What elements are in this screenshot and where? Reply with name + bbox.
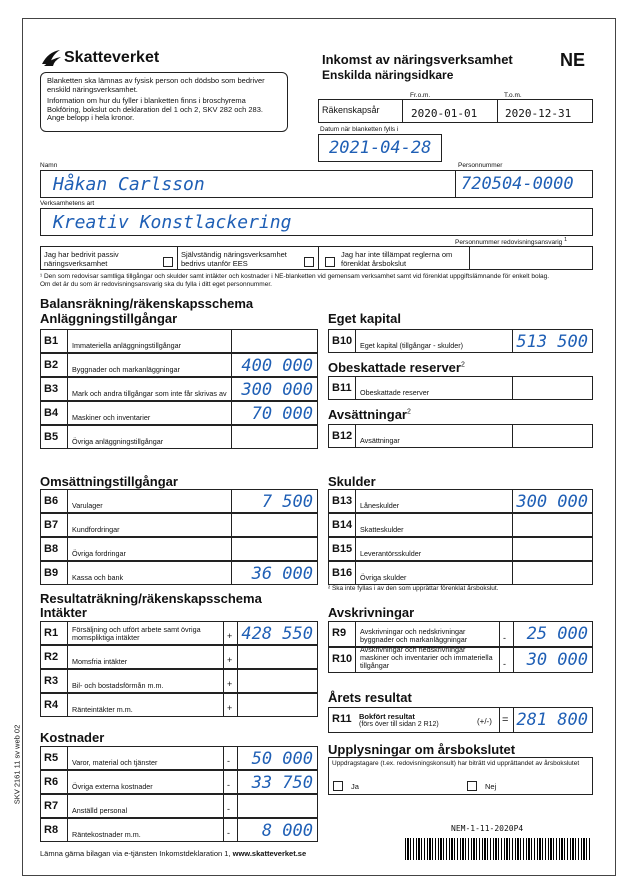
- line-code: B12: [332, 430, 353, 442]
- line-sign: -: [503, 659, 506, 669]
- line-value[interactable]: 7 500: [261, 492, 313, 512]
- line-sign: +: [227, 703, 233, 713]
- line-desc: Anställd personal: [72, 806, 128, 815]
- line-value[interactable]: 428 550: [241, 624, 313, 644]
- line-sign: +: [227, 631, 233, 641]
- line-b12: [328, 424, 593, 448]
- line-sign: -: [227, 756, 230, 766]
- passive-checkbox[interactable]: [163, 257, 173, 267]
- balance-title: Balansräkning/räkenskapsschema: [40, 296, 254, 311]
- line-value[interactable]: 513 500: [516, 332, 588, 352]
- result-value[interactable]: 281 800: [516, 710, 588, 730]
- depr-title: Avskrivningar: [328, 605, 415, 620]
- footer-url[interactable]: www.skatteverket.se: [232, 849, 307, 858]
- line-b7: [40, 513, 318, 537]
- line-desc: Byggnader och markanläggningar: [72, 365, 180, 374]
- provisions-title-text: Avsättningar: [328, 407, 407, 422]
- debts-title: Skulder: [328, 474, 376, 489]
- annual-yes-checkbox[interactable]: [333, 781, 343, 791]
- simplified-checkbox[interactable]: [325, 257, 335, 267]
- line-r6: [40, 770, 318, 794]
- from-label: Fr.o.m.: [410, 92, 431, 99]
- line-desc: Kassa och bank: [72, 573, 124, 582]
- line-code: B5: [44, 431, 59, 443]
- annual-title: Upplysningar om årsbokslutet: [328, 742, 516, 757]
- line-code: B10: [332, 335, 353, 347]
- provisions-sup: 2: [406, 408, 411, 416]
- provisions-title: [328, 407, 411, 422]
- annual-question: Uppdragstagare (t.ex. redovisningskonsult) har biträtt vid upprättandet av årsbokslutet: [332, 760, 580, 767]
- date-filled-label: Datum när blanketten fylls i: [320, 126, 399, 133]
- fiscal-year-label: Räkenskapsår: [322, 105, 380, 115]
- line-sign: +: [227, 679, 233, 689]
- result-title: Årets resultat: [328, 690, 412, 705]
- line-code: B15: [332, 543, 353, 555]
- line-desc: Momsfria intäkter: [72, 657, 128, 666]
- line-desc: Kundfordringar: [72, 525, 120, 534]
- line-b9: [40, 561, 318, 585]
- to-label: T.o.m.: [504, 92, 522, 99]
- line-b16: [328, 561, 593, 585]
- line-desc: Försäljning och utfört arbete samt övriga momspliktiga intäkter: [72, 625, 201, 642]
- line-code: B13: [332, 495, 353, 507]
- line-desc: Avskrivningar och nedskrivningar byggnader och markanläggningar: [360, 627, 468, 644]
- line-code: R4: [44, 699, 59, 711]
- line-code: B9: [44, 567, 59, 579]
- line-code: B1: [44, 335, 59, 347]
- footer-text: [40, 849, 306, 858]
- from-date[interactable]: 2020-01-01: [411, 107, 478, 120]
- line-r1: [40, 621, 318, 645]
- line-value[interactable]: 33 750: [251, 773, 313, 793]
- result-desc: Bokfört resultat: [359, 712, 415, 721]
- line-r3: [40, 669, 318, 693]
- current-assets-title: Omsättningstillgångar: [40, 474, 178, 489]
- line-r7: [40, 794, 318, 818]
- line-code: B7: [44, 519, 59, 531]
- line-value[interactable]: 400 000: [241, 356, 313, 376]
- line-desc: Avskrivningar och nedskrivningar maskiner och inventarier och immateriella tillgångar: [360, 645, 493, 670]
- form-code: NE: [560, 50, 586, 70]
- business-value: Kreativ Konstlackering: [53, 212, 292, 233]
- line-desc: Övriga fordringar: [72, 549, 126, 558]
- line-b6: [40, 489, 318, 513]
- line-sign: +: [227, 655, 233, 665]
- line-value[interactable]: 30 000: [526, 650, 588, 670]
- ees-checkbox[interactable]: [304, 257, 314, 267]
- income-title: Resultaträkning/räkenskapsschema: [40, 591, 262, 606]
- line-code: R10: [332, 653, 353, 665]
- line-value[interactable]: 36 000: [251, 564, 313, 584]
- result-eq: =: [502, 714, 509, 726]
- line-code: R8: [44, 824, 59, 836]
- line-sign: -: [503, 633, 506, 643]
- line-b4: [40, 401, 318, 425]
- revenue-title: Intäkter: [40, 605, 87, 620]
- line-code: B11: [332, 382, 352, 394]
- footnote-1: ¹ Den som redovisar samtliga tillgångar och skulder samt intäkter och kostnader i NE-blanketten vid gemensam verksamhet samt vid förenklat uppgiftslämnande för enkelt bolag. Om det är du som är redovisningsansvarig ska du fylla i ditt eget personnummer.: [40, 273, 550, 288]
- line-sign: -: [227, 804, 230, 814]
- line-b14: [328, 513, 593, 537]
- annual-yes-label: Ja: [351, 782, 359, 791]
- name-label: Namn: [40, 162, 58, 169]
- line-b8: [40, 537, 318, 561]
- line-value[interactable]: 25 000: [526, 624, 588, 644]
- crown-swirl-icon: [40, 46, 62, 68]
- line-b2: [40, 353, 318, 377]
- rep-label-text: Personnummer redovisningsansvarig: [455, 239, 563, 247]
- line-b10: [328, 329, 593, 353]
- line-desc: Ränteintäkter m.m.: [72, 705, 133, 714]
- line-code: R5: [44, 752, 59, 764]
- simplified-label: Jag har inte tillämpat reglerna om förenklat årsbokslut: [341, 250, 453, 268]
- passive-label: Jag har bedrivit passiv näringsverksamhet: [44, 250, 119, 268]
- side-text: SKV 2161 11 sv web 02: [12, 724, 22, 805]
- line-b3: [40, 377, 318, 401]
- line-code: B16: [332, 567, 353, 579]
- line-code: B4: [44, 407, 59, 419]
- line-desc: Bil- och bostadsförmån m.m.: [72, 681, 164, 690]
- line-b1: [40, 329, 318, 353]
- reserves-title-text: Obeskattade reserver: [328, 360, 461, 375]
- line-b13: [328, 489, 593, 513]
- line-r2: [40, 645, 318, 669]
- info-line2: Information om hur du fyller i blanketten finns i broschyrema Bokföring, bokslut och deklaration del 1 och 2, SKV 282 och 283. Ange belopp i hela kronor.: [47, 96, 263, 122]
- line-code: R2: [44, 651, 59, 663]
- line-value[interactable]: 300 000: [516, 492, 588, 512]
- line-desc: Mark och andra tillgångar som inte får skrivas av: [72, 389, 227, 398]
- info-box: [40, 72, 288, 132]
- line-desc: Varor, material och tjänster: [72, 758, 158, 767]
- result-desc2: (förs över till sidan 2 R12): [359, 721, 439, 728]
- line-code: R6: [44, 776, 59, 788]
- line-desc: Varulager: [72, 501, 103, 510]
- line-code: B8: [44, 543, 59, 555]
- line-desc: Övriga externa kostnader: [72, 782, 153, 791]
- equity-title: Eget kapital: [328, 311, 401, 326]
- line-desc: Maskiner och inventarier: [72, 413, 151, 422]
- fiscal-year-box: [318, 99, 593, 123]
- line-code: B2: [44, 359, 59, 371]
- line-r5: [40, 746, 318, 770]
- info-line1: Blanketten ska lämnas av fysisk person och dödsbo som bedriver enskild näringsverksamhet.: [47, 76, 265, 94]
- name-row: [40, 170, 593, 198]
- rep-label-sup: 1: [564, 237, 568, 243]
- reserves-title: [328, 360, 465, 375]
- annual-no-label: Nej: [485, 782, 497, 791]
- date-filled-value: 2021-04-28: [329, 138, 432, 158]
- footer-text-main: Lämna gärna bilagan via e-tjänsten Inkomstdeklaration 1,: [40, 849, 233, 858]
- result-row: [328, 707, 593, 733]
- pnr-label: Personnummer: [458, 162, 503, 169]
- line-desc: Immateriella anläggningstillgångar: [72, 341, 182, 350]
- pnr-value[interactable]: 720504-0000: [461, 174, 574, 194]
- line-desc: Leverantörsskulder: [360, 549, 422, 558]
- ees-label: Självständig näringsverksamhet bedrivs utanför EES: [181, 250, 287, 268]
- line-desc: Skatteskulder: [360, 525, 404, 534]
- line-b15: [328, 537, 593, 561]
- form-title-1: Inkomst av näringsverksamhet: [322, 52, 513, 67]
- line-code: R9: [332, 627, 347, 639]
- reserves-sup: 2: [460, 361, 465, 369]
- line-b5: [40, 425, 318, 449]
- line-code: R1: [44, 627, 59, 639]
- line-desc: Avsättningar: [360, 436, 400, 445]
- annual-box: [328, 757, 593, 795]
- line-r4: [40, 693, 318, 717]
- skatteverket-logo: [40, 46, 62, 68]
- to-date[interactable]: 2020-12-31: [505, 107, 572, 120]
- line-code: B6: [44, 495, 59, 507]
- barcode: [405, 838, 590, 860]
- checkbox-row: [40, 246, 593, 270]
- footer-code: NEM-1-11-2020P4: [451, 824, 524, 833]
- name-value[interactable]: Håkan Carlsson: [53, 174, 205, 195]
- line-code: B3: [44, 383, 59, 395]
- costs-title: Kostnader: [40, 730, 105, 745]
- line-sign: -: [227, 780, 230, 790]
- line-b11: [328, 376, 593, 400]
- result-code: R11: [332, 713, 352, 725]
- line-value[interactable]: 50 000: [251, 749, 313, 769]
- line-desc: Eget kapital (tillgångar - skulder): [360, 341, 464, 350]
- line-r10: [328, 647, 593, 673]
- annual-no-checkbox[interactable]: [467, 781, 477, 791]
- line-code: R3: [44, 675, 59, 687]
- line-desc: Övriga skulder: [360, 573, 407, 582]
- line-code: B14: [332, 519, 353, 531]
- line-sign: -: [227, 828, 230, 838]
- business-label: Verksamhetens art: [40, 200, 95, 207]
- form-title-2: Enskilda näringsidkare: [322, 68, 454, 82]
- date-filled-box[interactable]: [318, 134, 442, 162]
- line-desc: Låneskulder: [360, 501, 400, 510]
- fixed-assets-title: Anläggningstillgångar: [40, 311, 178, 326]
- line-desc: Övriga anläggningstillgångar: [72, 437, 164, 446]
- brand-name: Skatteverket: [64, 49, 160, 66]
- line-code: R7: [44, 800, 59, 812]
- result-sign: (+/-): [477, 717, 492, 726]
- line-value[interactable]: 300 000: [241, 380, 313, 400]
- line-desc: Obeskattade reserver: [360, 388, 430, 397]
- business-box[interactable]: [40, 208, 593, 236]
- line-r8: [40, 818, 318, 842]
- line-r9: [328, 621, 593, 647]
- footnote-2: ² Ska inte fyllas i av den som upprättar förenklat årsbokslut.: [328, 585, 499, 592]
- line-value[interactable]: 8 000: [261, 821, 313, 841]
- line-desc: Räntekostnader m.m.: [72, 830, 141, 839]
- line-value[interactable]: 70 000: [251, 404, 313, 424]
